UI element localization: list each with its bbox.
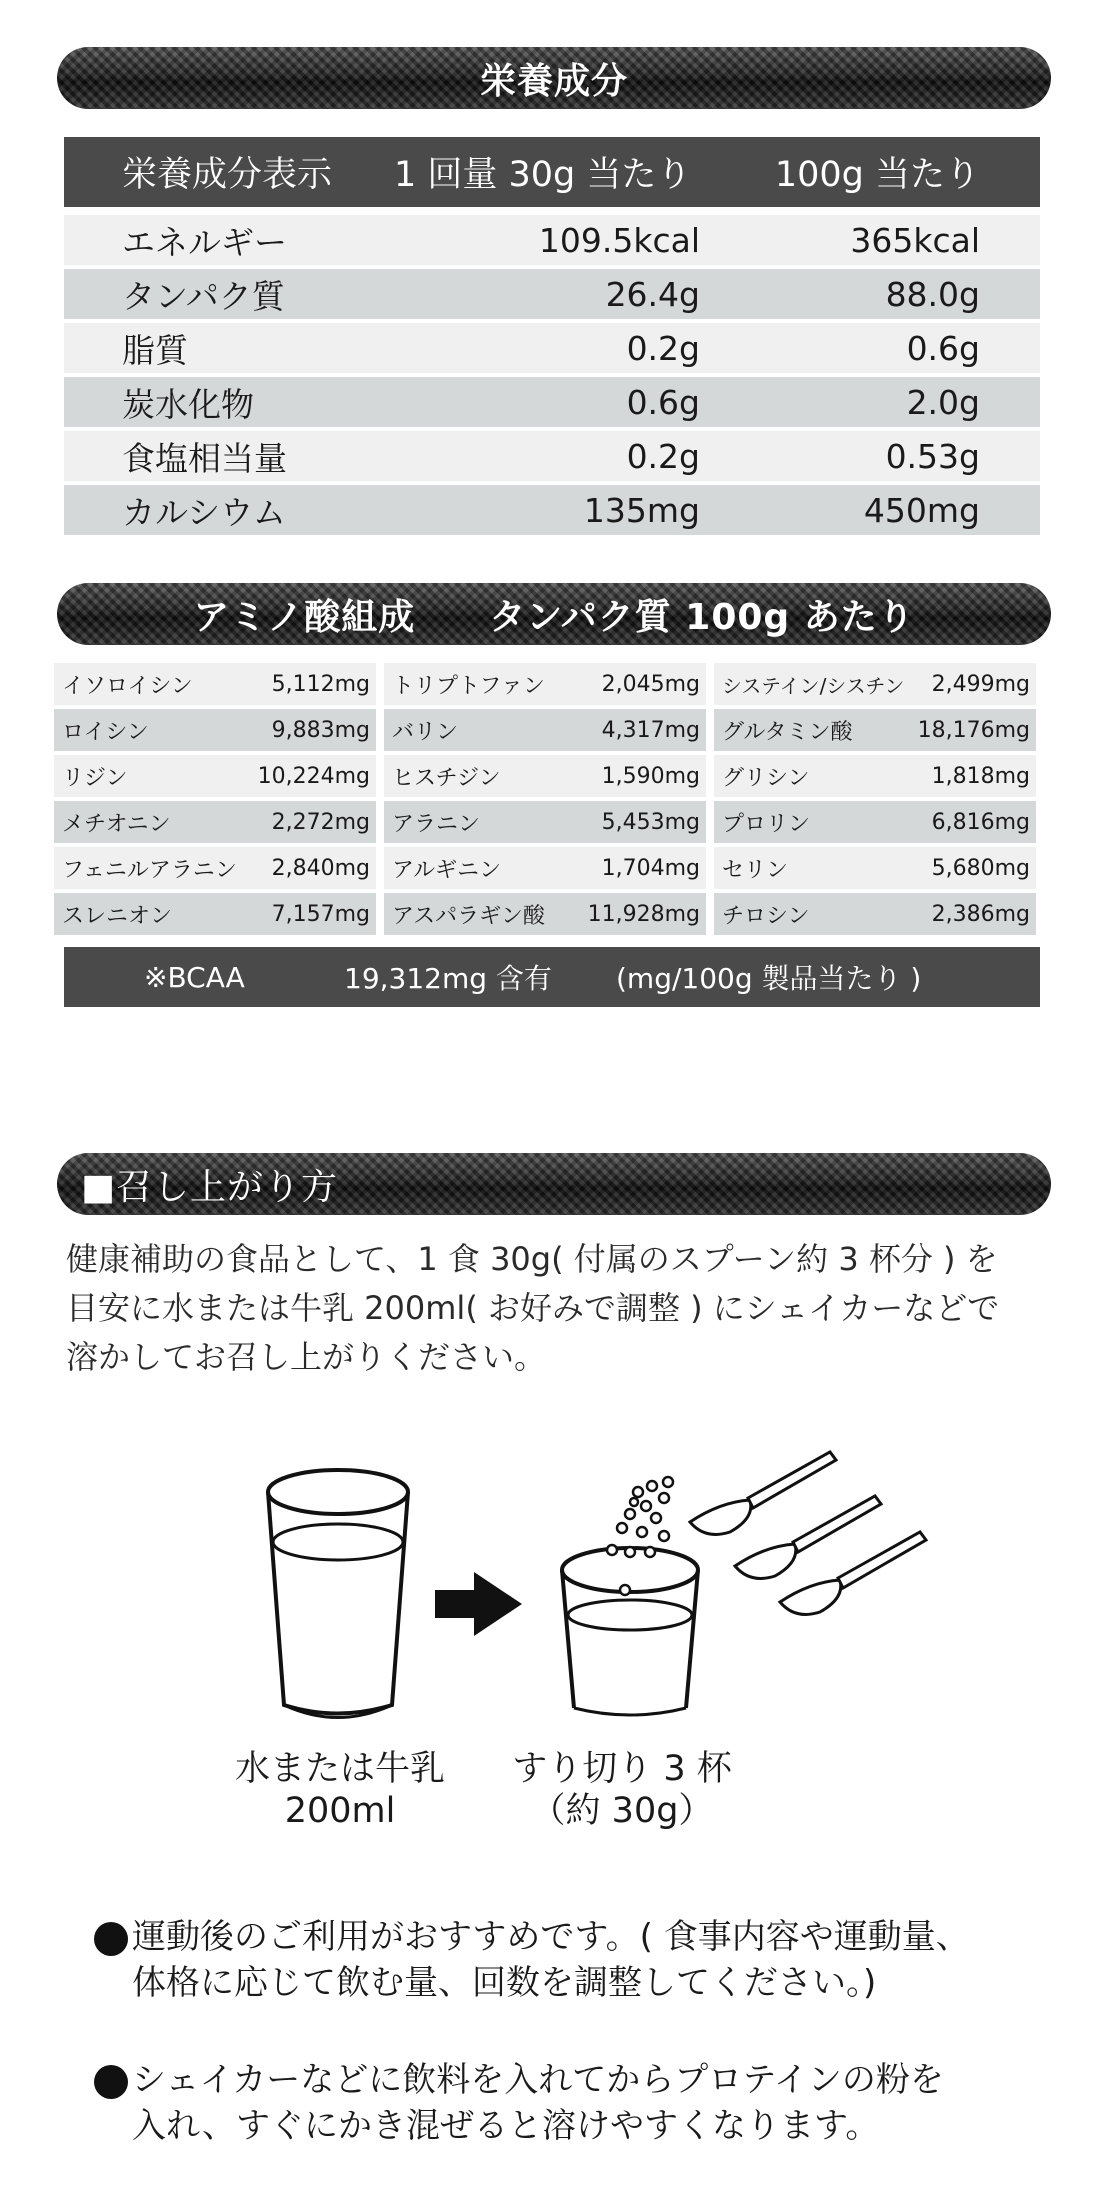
- amino-cell: [54, 847, 376, 889]
- per-serving-value: 0.2g: [626, 328, 700, 368]
- nutrient-name: 炭水化物: [122, 384, 254, 424]
- amino-cell: [714, 893, 1036, 935]
- caption-right-line: （約 30g）: [530, 1791, 714, 1831]
- amino-name: セリン: [722, 857, 789, 883]
- amino-value: 2,840mg: [271, 855, 370, 881]
- amino-cell: [54, 709, 376, 751]
- per-serving-value: 26.4g: [605, 274, 700, 314]
- amino-cell: [714, 801, 1036, 843]
- nutrition-title: 栄養成分: [479, 60, 628, 102]
- caption-left: [210, 1748, 470, 1832]
- preparation-illustration: [250, 1440, 970, 1740]
- nutrition-table-header: [64, 137, 1040, 207]
- howto-line: 目安に水または牛乳 200ml( お好みで調整 ) にシェイカーなどで: [66, 1289, 1000, 1327]
- amino-name: バリン: [392, 719, 459, 745]
- amino-cell: [54, 755, 376, 797]
- per-serving-value: 0.2g: [626, 436, 700, 476]
- caption-right-line: すり切り 3 杯: [512, 1749, 732, 1789]
- note-line: 運動後のご利用がおすすめです。( 食事内容や運動量、: [132, 1917, 970, 1957]
- amino-name: スレニオン: [62, 903, 173, 929]
- amino-name: システイン/シスチン: [722, 673, 905, 698]
- per-serving-value: 135mg: [583, 490, 700, 530]
- note-line: シェイカーなどに飲料を入れてからプロテインの粉を: [132, 2060, 944, 2100]
- amino-value: 4,317mg: [601, 717, 700, 743]
- powder-icon: [607, 1477, 673, 1595]
- amino-value: 11,928mg: [587, 901, 700, 927]
- amino-name: グリシン: [722, 765, 810, 791]
- amino-value: 5,453mg: [601, 809, 700, 835]
- nutrition-row: [64, 485, 1040, 535]
- amino-value: 2,272mg: [271, 809, 370, 835]
- amino-name: トリプトファン: [392, 673, 545, 699]
- amino-value: 18,176mg: [917, 717, 1030, 743]
- amino-cell: [54, 893, 376, 935]
- caption-left-line: 200ml: [284, 1791, 396, 1831]
- per-100g-value: 365kcal: [850, 220, 980, 260]
- nutrition-row: [64, 431, 1040, 481]
- amino-name: アスパラギン酸: [392, 903, 545, 929]
- arrow-right-icon: [435, 1572, 522, 1636]
- bullet-icon: [94, 1922, 128, 1956]
- spoon-icon: [690, 1452, 926, 1614]
- header-label: 栄養成分表示: [122, 155, 333, 195]
- header-per-100g: 100g 当たり: [774, 155, 980, 195]
- howto-line: 健康補助の食品として、1 食 30g( 付属のスプーン約 3 杯分 ) を: [66, 1240, 998, 1278]
- nutrition-row: [64, 377, 1040, 427]
- amino-value: 1,704mg: [601, 855, 700, 881]
- per-100g-value: 450mg: [863, 490, 980, 530]
- amino-cell: [384, 801, 706, 843]
- amino-cell: [54, 801, 376, 843]
- nutrition-row: [64, 323, 1040, 373]
- amino-name: アラニン: [392, 811, 481, 837]
- per-100g-value: 2.0g: [906, 382, 980, 422]
- howto-title-bar: [57, 1153, 1051, 1215]
- bcaa-value: 19,312mg 含有: [344, 962, 552, 995]
- amino-name: メチオニン: [62, 811, 171, 837]
- nutrient-name: 食塩相当量: [122, 438, 287, 478]
- amino-cell: [54, 663, 376, 705]
- amino-cell: [714, 755, 1036, 797]
- amino-title-bar: [57, 583, 1051, 645]
- amino-value: 1,590mg: [601, 763, 700, 789]
- note-line: 入れ、すぐにかき混ぜると溶けやすくなります。: [132, 2106, 880, 2146]
- amino-value: 2,045mg: [601, 671, 700, 697]
- amino-value: 5,112mg: [271, 671, 370, 697]
- amino-cell: [384, 893, 706, 935]
- amino-name: チロシン: [722, 903, 810, 929]
- amino-cell: [714, 847, 1036, 889]
- amino-cell: [714, 663, 1036, 705]
- shaker-glass-icon: [562, 1548, 698, 1715]
- amino-cell: [384, 663, 706, 705]
- header-per-serving: 1 回量 30g 当たり: [394, 155, 692, 195]
- amino-cell: [714, 709, 1036, 751]
- nutrient-name: カルシウム: [122, 492, 286, 532]
- amino-value: 2,499mg: [931, 671, 1030, 697]
- bcaa-note: (mg/100g 製品当たり ): [616, 962, 922, 995]
- caption-right: [492, 1748, 752, 1832]
- amino-cell: [384, 847, 706, 889]
- per-100g-value: 0.53g: [885, 436, 980, 476]
- bcaa-bar: [64, 947, 1040, 1007]
- amino-name: イソロイシン: [62, 673, 193, 699]
- amino-name: リジン: [62, 765, 128, 791]
- amino-value: 2,386mg: [931, 901, 1030, 927]
- glass-icon: [268, 1470, 408, 1718]
- amino-value: 5,680mg: [931, 855, 1030, 881]
- amino-cell: [384, 755, 706, 797]
- nutrient-name: タンパク質: [122, 276, 285, 316]
- amino-value: 10,224mg: [257, 763, 370, 789]
- per-serving-value: 0.6g: [626, 382, 700, 422]
- amino-title: アミノ酸組成 タンパク質 100g あたり: [193, 596, 915, 638]
- amino-name: ロイシン: [62, 719, 149, 745]
- per-serving-value: 109.5kcal: [538, 220, 700, 260]
- bullet-icon: [94, 2065, 128, 2099]
- howto-title: ■召し上がり方: [81, 1166, 339, 1208]
- amino-value: 7,157mg: [271, 901, 370, 927]
- bcaa-label: ※BCAA: [144, 960, 245, 994]
- amino-value: 6,816mg: [931, 809, 1030, 835]
- amino-value: 1,818mg: [931, 763, 1030, 789]
- nutrition-title-bar: [57, 47, 1051, 109]
- nutrient-name: エネルギー: [122, 222, 287, 262]
- amino-name: フェニルアラニン: [62, 857, 237, 883]
- nutrition-row: [64, 215, 1040, 265]
- note-line: 体格に応じて飲む量、回数を調整してください。): [132, 1963, 877, 2003]
- amino-name: ヒスチジン: [392, 765, 501, 791]
- howto-line: 溶かしてお召し上がりください。: [66, 1338, 547, 1376]
- nutrition-row: [64, 269, 1040, 319]
- amino-cell: [384, 709, 706, 751]
- per-100g-value: 88.0g: [885, 274, 980, 314]
- amino-name: グルタミン酸: [722, 719, 853, 745]
- per-100g-value: 0.6g: [906, 328, 980, 368]
- caption-left-line: 水または牛乳: [234, 1749, 445, 1789]
- nutrient-name: 脂質: [122, 330, 188, 370]
- amino-name: アルギニン: [392, 857, 502, 883]
- amino-value: 9,883mg: [271, 717, 370, 743]
- amino-name: プロリン: [722, 811, 811, 837]
